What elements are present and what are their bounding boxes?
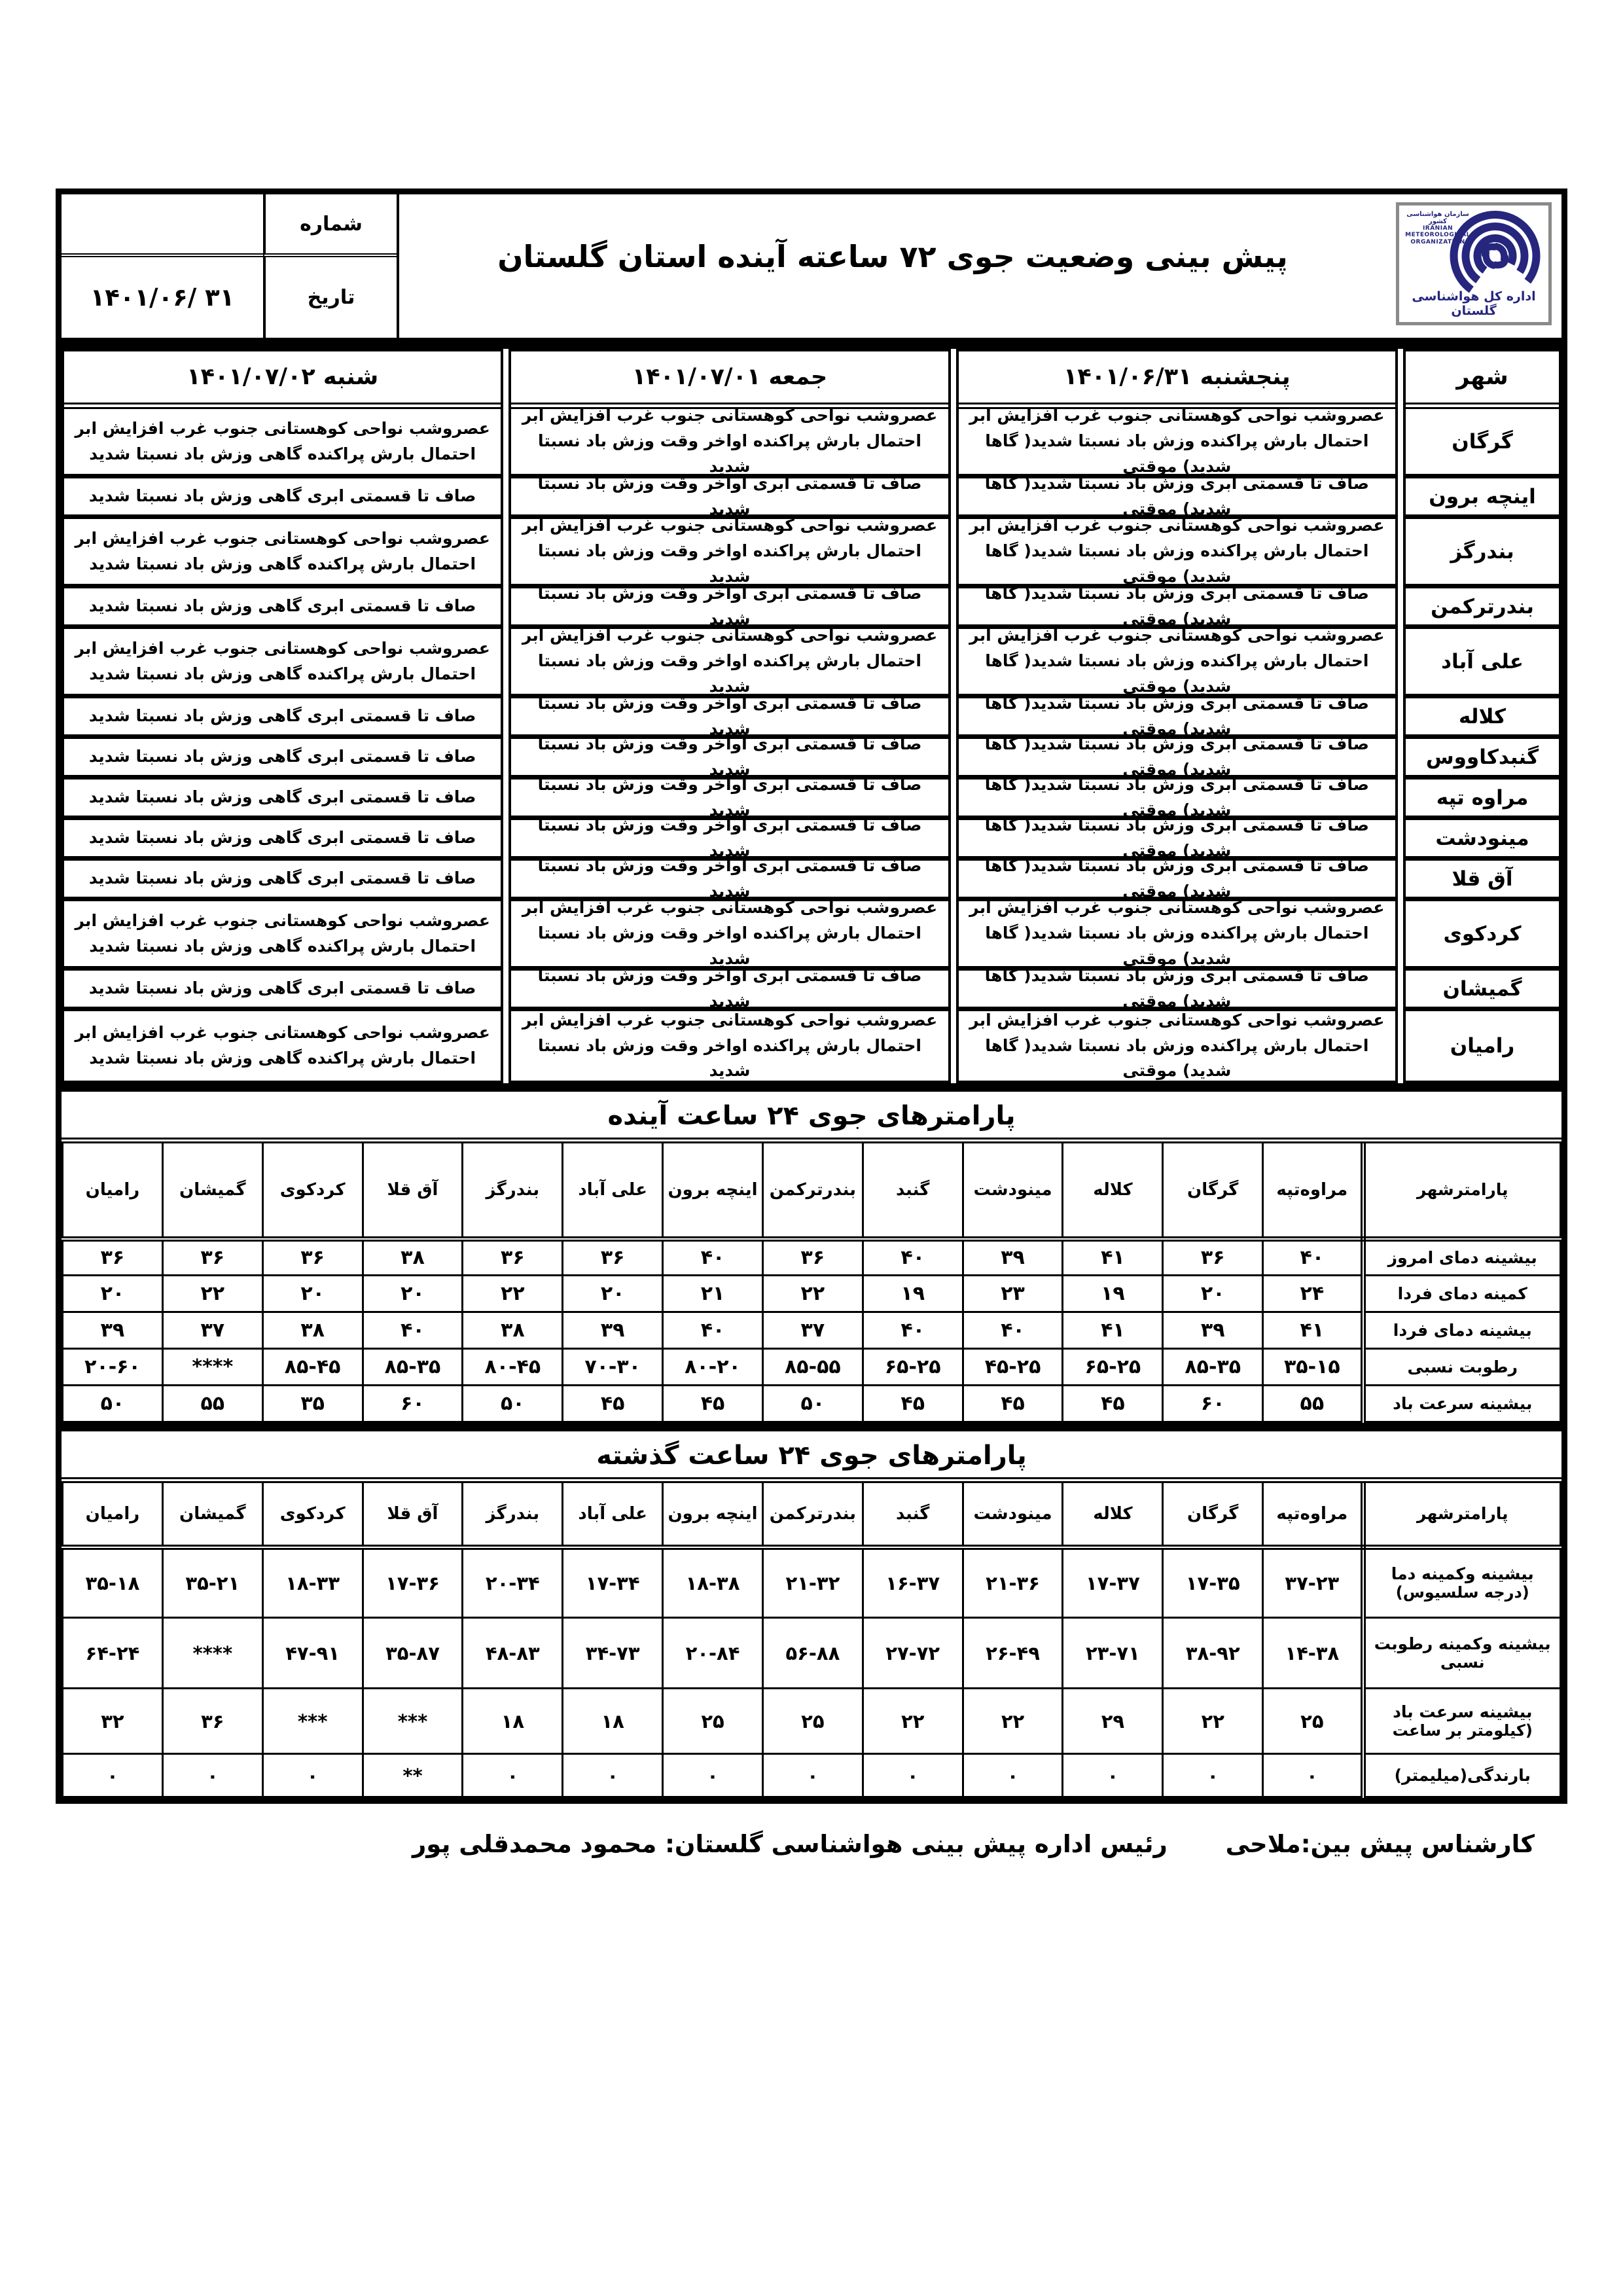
value-cell: ۰ (1063, 1754, 1163, 1797)
value-cell: ۱۴-۳۸ (1263, 1618, 1363, 1689)
city-name: رامیان (1450, 1034, 1515, 1058)
value-cell: ۸۰-۲۰ (663, 1349, 763, 1386)
table-row (63, 1276, 1561, 1312)
value-cell: ۵۵ (162, 1386, 262, 1422)
forecast-cell: عصروشب نواحی کوهستانی جنوب غرب افزایش ابر احتمال بارش پراکنده وزش باد نسبتا شدید( گاها شدید) موقتی (959, 519, 1395, 588)
column-header: آق قلا (363, 1480, 463, 1547)
value-cell: ۲۰ (63, 1276, 163, 1312)
column-header: اینچه برون (663, 1480, 763, 1547)
value-cell: ۴۰ (363, 1312, 463, 1349)
forecaster-signature: کارشناس پیش بین:ملاحی (1225, 1830, 1535, 1858)
value-cell: ۳۶ (463, 1239, 563, 1276)
value-cell: ** (363, 1754, 463, 1797)
column-header: گنبد (863, 1480, 963, 1547)
row-label: کمینه دمای فردا (1363, 1276, 1561, 1312)
value-cell: ۱۷-۳۷ (1063, 1547, 1163, 1618)
value-cell: ۲۲ (963, 1689, 1063, 1754)
column-header: رامیان (63, 1480, 163, 1547)
value-cell: ۴۰ (1263, 1239, 1363, 1276)
value-cell: ۲۰-۸۴ (663, 1618, 763, 1689)
value-cell: ۳۹ (963, 1239, 1063, 1276)
value-cell: ۴۰ (863, 1239, 963, 1276)
value-cell: ۲۰-۳۴ (463, 1547, 563, 1618)
city-name: آق قلا (1406, 861, 1559, 901)
value-cell: ۲۶-۴۹ (963, 1618, 1063, 1689)
forecast-cell: عصروشب نواحی کوهستانی جنوب غرب افزایش ابر احتمال بارش پراکنده گاهی وزش باد نسبتا شدید (64, 901, 501, 971)
forecast-table (62, 341, 1561, 1083)
number-date-block (62, 194, 399, 338)
forecast-cell: صاف تا قسمتی ابری وزش باد نسبتا شدید( گاها شدید) موقتی (959, 780, 1395, 820)
column-header: رامیان (63, 1141, 163, 1239)
table-row (63, 1386, 1561, 1422)
value-cell: ۳۸ (262, 1312, 363, 1349)
value-cell: ۲۲ (1163, 1689, 1263, 1754)
forecast-cell: عصروشب نواحی کوهستانی جنوب غرب افزایش ابر احتمال بارش پراکنده وزش باد نسبتا شدید( گاها شدید) موقتی (959, 901, 1395, 971)
value-cell: ۱۷-۳۶ (363, 1547, 463, 1618)
column-header: مراوه‌تپه (1263, 1141, 1363, 1239)
value-cell: ۳۸ (363, 1239, 463, 1276)
row-label: بیشینه دمای فردا (1363, 1312, 1561, 1349)
value-cell: ۲۲ (863, 1689, 963, 1754)
value-cell: ۳۵-۱۸ (63, 1547, 163, 1618)
value-cell: ۶۰ (363, 1386, 463, 1422)
forecast-cell: صاف تا قسمتی ابری گاهی وزش باد نسبتا شدید (64, 698, 501, 739)
value-cell: ۳۵-۱۵ (1263, 1349, 1363, 1386)
value-cell: **** (162, 1349, 262, 1386)
table-row (63, 1239, 1561, 1276)
column-header: کلاله (1063, 1480, 1163, 1547)
row-label-line1: بیشینه وکمینه رطوبت (1374, 1634, 1551, 1653)
forecast-cell: عصروشب نواحی کوهستانی جنوب غرب افزایش ابر احتمال بارش پراکنده اواخر وقت وزش باد نسبتا شدید (511, 629, 948, 698)
city-name: کردکوی (1406, 901, 1559, 971)
value-cell: ۵۰ (63, 1386, 163, 1422)
city-name: بندرترکمن (1406, 588, 1559, 629)
thursday-header: پنجشنبه ۱۴۰۱/۰۶/۳۱ (959, 351, 1395, 409)
value-cell: ۰ (262, 1754, 363, 1797)
value-cell: ۰ (1163, 1754, 1263, 1797)
friday-column (508, 349, 950, 1083)
value-cell: ۲۱ (663, 1276, 763, 1312)
future-params-table (62, 1138, 1561, 1423)
document-frame (56, 188, 1567, 1804)
logo-area (1386, 194, 1561, 338)
value-cell: ۲۰ (262, 1276, 363, 1312)
friday-header: جمعه ۱۴۰۱/۰۷/۰۱ (511, 351, 948, 409)
value-cell: ۳۹ (563, 1312, 663, 1349)
value-cell: ۲۰-۶۰ (63, 1349, 163, 1386)
value-cell: ۳۶ (162, 1239, 262, 1276)
city-name: گنبدکاووس (1406, 739, 1559, 780)
column-header: کردکوی (262, 1141, 363, 1239)
value-cell: ۱۹ (1063, 1276, 1163, 1312)
value-cell: ۳۶ (262, 1239, 363, 1276)
column-header: بندرترکمن (762, 1141, 863, 1239)
city-column-header: شهر (1406, 351, 1559, 409)
value-cell: ۳۷ (162, 1312, 262, 1349)
forecast-cell: صاف تا قسمتی ابری گاهی وزش باد نسبتا شدید (64, 820, 501, 861)
forecast-cell: صاف تا قسمتی ابری وزش باد نسبتا شدید( گاها شدید) موقتی (959, 739, 1395, 780)
row-label-line2: (کیلومتر بر ساعت (1392, 1721, 1533, 1740)
value-cell: ۲۹ (1063, 1689, 1163, 1754)
value-cell: ۲۰ (563, 1276, 663, 1312)
value-cell: ۵۰ (463, 1386, 563, 1422)
value-cell: ۲۱-۳۲ (762, 1547, 863, 1618)
forecast-cell: صاف تا قسمتی ابری اواخر وقت وزش باد نسبتا شدید (511, 971, 948, 1011)
row-label-line2: نسبی (1440, 1653, 1485, 1672)
forecast-cell: صاف تا قسمتی ابری اواخر وقت وزش باد نسبتا شدید (511, 478, 948, 519)
value-cell: ۰ (563, 1754, 663, 1797)
table-row (63, 1754, 1561, 1797)
logo-en-line2: METEOROLOGICAL (1405, 232, 1471, 239)
value-cell: ۱۷-۳۴ (563, 1547, 663, 1618)
thursday-column (956, 349, 1398, 1083)
value-cell: ۸۵-۳۵ (363, 1349, 463, 1386)
forecast-cell: صاف تا قسمتی ابری گاهی وزش باد نسبتا شدید (64, 478, 501, 519)
value-cell: *** (262, 1689, 363, 1754)
value-cell: ۶۴-۲۴ (63, 1618, 163, 1689)
value-cell: ۶۵-۲۵ (863, 1349, 963, 1386)
forecast-cell: عصروشب نواحی کوهستانی جنوب غرب افزایش ابر احتمال بارش پراکنده وزش باد نسبتا شدید( گاها شدید) موقتی (969, 1010, 1385, 1081)
column-header: مراوه‌تپه (1263, 1480, 1363, 1547)
value-cell: ۰ (162, 1754, 262, 1797)
value-cell: ۲۵ (663, 1689, 763, 1754)
number-label: شماره (263, 194, 397, 257)
value-cell: ۲۰ (363, 1276, 463, 1312)
city-name: مینودشت (1406, 820, 1559, 861)
value-cell: ۲۱-۳۶ (963, 1547, 1063, 1618)
value-cell: ۳۶ (1163, 1239, 1263, 1276)
value-cell: ۱۶-۳۷ (863, 1547, 963, 1618)
value-cell: ۴۵ (563, 1386, 663, 1422)
value-cell: ۱۷-۳۵ (1163, 1547, 1263, 1618)
forecast-cell: عصروشب نواحی کوهستانی جنوب غرب افزایش ابر احتمال بارش پراکنده گاهی وزش باد نسبتا شدید (75, 1023, 490, 1067)
value-cell: ۳۷-۲۳ (1263, 1547, 1363, 1618)
corner-header: پارامترشهر (1363, 1480, 1561, 1547)
table-row (63, 1312, 1561, 1349)
value-cell: ۰ (663, 1754, 763, 1797)
value-cell: ۲۵ (762, 1689, 863, 1754)
page-title: پیش بینی وضعیت جوی ۷۲ ساعته آینده استان گلستان (497, 238, 1288, 274)
row-label: بیشینه دمای امروز (1363, 1239, 1561, 1276)
value-cell: ۲۷-۷۲ (863, 1618, 963, 1689)
chief-signature: رئیس اداره پیش بینی هواشناسی گلستان: محمود محمدقلی پور (412, 1830, 1168, 1858)
row-label-line2: (درجه سلسیوس) (1395, 1583, 1529, 1602)
value-cell: ۰ (1263, 1754, 1363, 1797)
value-cell: ۲۲ (463, 1276, 563, 1312)
row-label: بیشینه سرعت باد (1363, 1386, 1561, 1422)
row-label (1363, 1618, 1561, 1689)
past-params-table (62, 1477, 1561, 1798)
row-label-line1: بیشینه وکمینه دما (1391, 1564, 1534, 1584)
value-cell: ۳۶ (63, 1239, 163, 1276)
value-cell: ۱۸-۳۳ (262, 1547, 363, 1618)
value-cell: ۸۵-۴۵ (262, 1349, 363, 1386)
value-cell: ۴۵ (663, 1386, 763, 1422)
date-label: تاریخ (263, 257, 397, 338)
value-cell: ۶۰ (1163, 1386, 1263, 1422)
logo-fa-line: سازمان هواشناسی کشور (1406, 211, 1469, 225)
forecast-cell: صاف تا قسمتی ابری اواخر وقت وزش باد نسبتا شدید (511, 861, 948, 901)
value-cell: ۸۵-۳۵ (1163, 1349, 1263, 1386)
city-name: گمیشان (1406, 971, 1559, 1011)
row-label: بارندگی(میلیمتر) (1363, 1754, 1561, 1797)
value-cell: ۳۲ (63, 1689, 163, 1754)
value-cell: ۲۳ (963, 1276, 1063, 1312)
value-cell: ۴۱ (1063, 1239, 1163, 1276)
forecast-cell: صاف تا قسمتی ابری وزش باد نسبتا شدید( گاها شدید) موقتی (959, 478, 1395, 519)
table-row (63, 1547, 1561, 1618)
table-header-row (63, 1141, 1561, 1239)
table-header-row (63, 1480, 1561, 1547)
value-cell: ۴۷-۹۱ (262, 1618, 363, 1689)
value-cell: ۲۴ (1263, 1276, 1363, 1312)
value-cell: ۳۵-۲۱ (162, 1547, 262, 1618)
value-cell: ۰ (863, 1754, 963, 1797)
forecast-cell: عصروشب نواحی کوهستانی جنوب غرب افزایش ابر احتمال بارش پراکنده اواخر وقت وزش باد نسبتا شدید (511, 901, 948, 971)
value-cell: ۰ (63, 1754, 163, 1797)
table-row (63, 1689, 1561, 1754)
value-cell: ۳۹ (1163, 1312, 1263, 1349)
forecast-cell: صاف تا قسمتی ابری اواخر وقت وزش باد نسبتا شدید (511, 780, 948, 820)
value-cell: ۴۰ (663, 1239, 763, 1276)
saturday-header: شنبه ۱۴۰۱/۰۷/۰۲ (64, 351, 501, 409)
city-name: گرگان (1406, 409, 1559, 478)
column-header: بندرگز (463, 1141, 563, 1239)
value-cell: ۵۶-۸۸ (762, 1618, 863, 1689)
forecast-cell: صاف تا قسمتی ابری اواخر وقت وزش باد نسبتا شدید (511, 739, 948, 780)
number-value (62, 194, 263, 257)
value-cell: ۳۶ (162, 1689, 262, 1754)
column-header: کلاله (1063, 1141, 1163, 1239)
column-header: گرگان (1163, 1141, 1263, 1239)
forecast-cell: صاف تا قسمتی ابری وزش باد نسبتا شدید( گاها شدید) موقتی (959, 861, 1395, 901)
value-cell: ۸۵-۵۵ (762, 1349, 863, 1386)
forecast-cell: عصروشب نواحی کوهستانی جنوب غرب افزایش ابر احتمال بارش پراکنده گاهی وزش باد نسبتا شدید (64, 629, 501, 698)
value-cell: ۲۵ (1263, 1689, 1363, 1754)
value-cell: ۳۵ (262, 1386, 363, 1422)
value-cell: ۳۹ (63, 1312, 163, 1349)
row-label (1363, 1689, 1561, 1754)
column-header: گنبد (863, 1141, 963, 1239)
column-header: آق قلا (363, 1141, 463, 1239)
value-cell: ۸۰-۴۵ (463, 1349, 563, 1386)
value-cell: ۴۵-۲۵ (963, 1349, 1063, 1386)
value-cell: ۳۷ (762, 1312, 863, 1349)
value-cell: ۶۵-۲۵ (1063, 1349, 1163, 1386)
column-header: گرگان (1163, 1480, 1263, 1547)
forecast-cell: صاف تا قسمتی ابری اواخر وقت وزش باد نسبتا شدید (511, 698, 948, 739)
value-cell: ۱۸ (463, 1689, 563, 1754)
value-cell: ۳۴-۷۳ (563, 1618, 663, 1689)
forecast-cell: عصروشب نواحی کوهستانی جنوب غرب افزایش ابر احتمال بارش پراکنده وزش باد نسبتا شدید( گاها شدید) موقتی (959, 629, 1395, 698)
forecast-cell: عصروشب نواحی کوهستانی جنوب غرب افزایش ابر احتمال بارش پراکنده گاهی وزش باد نسبتا شدید (64, 409, 501, 478)
column-header: بندرترکمن (762, 1480, 863, 1547)
forecast-cell: صاف تا قسمتی ابری وزش باد نسبتا شدید( گاها شدید) موقتی (959, 971, 1395, 1011)
value-cell: ۰ (463, 1754, 563, 1797)
forecast-cell: صاف تا قسمتی ابری وزش باد نسبتا شدید( گاها شدید) موقتی (959, 820, 1395, 861)
value-cell: ۳۸ (463, 1312, 563, 1349)
city-name: اینچه برون (1406, 478, 1559, 519)
date-value: ۱۴۰۱/۰۶/ ۳۱ (90, 283, 235, 312)
forecast-cell: عصروشب نواحی کوهستانی جنوب غرب افزایش ابر احتمال بارش پراکنده اواخر وقت وزش باد نسبتا شدید (511, 519, 948, 588)
logo-text (1399, 211, 1476, 245)
value-cell: ۴۵ (863, 1386, 963, 1422)
value-cell: ۳۶ (563, 1239, 663, 1276)
column-header: بندرگز (463, 1480, 563, 1547)
value-cell: ۲۲ (162, 1276, 262, 1312)
column-header: اینچه برون (663, 1141, 763, 1239)
value-cell: ۴۰ (863, 1312, 963, 1349)
forecast-cell: عصروشب نواحی کوهستانی جنوب غرب افزایش ابر احتمال بارش پراکنده گاهی وزش باد نسبتا شدید (64, 519, 501, 588)
signature-row (56, 1830, 1567, 1889)
value-cell: ۳۶ (762, 1239, 863, 1276)
forecast-cell: صاف تا قسمتی ابری وزش باد نسبتا شدید( گاها شدید) موقتی (959, 588, 1395, 629)
forecast-cell: صاف تا قسمتی ابری گاهی وزش باد نسبتا شدید (64, 588, 501, 629)
forecast-cell: صاف تا قسمتی ابری اواخر وقت وزش باد نسبتا شدید (511, 588, 948, 629)
logo-en-line1: IRANIAN (1422, 225, 1454, 232)
column-header: علی آباد (563, 1480, 663, 1547)
row-label: رطوبت نسبی (1363, 1349, 1561, 1386)
forecast-cell: صاف تا قسمتی ابری اواخر وقت وزش باد نسبتا شدید (511, 820, 948, 861)
value-cell: ۳۸-۹۲ (1163, 1618, 1263, 1689)
forecast-cell: صاف تا قسمتی ابری گاهی وزش باد نسبتا شدید (64, 861, 501, 901)
value-cell: ۲۲ (762, 1276, 863, 1312)
column-header: علی آباد (563, 1141, 663, 1239)
value-cell: ۴۸-۸۳ (463, 1618, 563, 1689)
value-cell: ۵۰ (762, 1386, 863, 1422)
city-name: بندرگز (1406, 519, 1559, 588)
column-header: کردکوی (262, 1480, 363, 1547)
forecast-cell: عصروشب نواحی کوهستانی جنوب غرب افزایش ابر احتمال بارش پراکنده اواخر وقت وزش باد نسبتا شدید (511, 409, 948, 478)
title-area (399, 194, 1386, 338)
value-cell: ۴۵ (1063, 1386, 1163, 1422)
value-cell: ۲۰ (1163, 1276, 1263, 1312)
value-cell: ۳۵-۸۷ (363, 1618, 463, 1689)
forecast-cell: عصروشب نواحی کوهستانی جنوب غرب افزایش ابر احتمال بارش پراکنده وزش باد نسبتا شدید( گاها شدید) موقتی (959, 409, 1395, 478)
corner-header: پارامترشهر (1363, 1141, 1561, 1239)
forecast-cell: صاف تا قسمتی ابری وزش باد نسبتا شدید( گاها شدید) موقتی (959, 698, 1395, 739)
column-header: مینودشت (963, 1480, 1063, 1547)
value-cell: ۰ (963, 1754, 1063, 1797)
value-cell: ۱۸ (563, 1689, 663, 1754)
row-label-line1: بیشینه سرعت باد (1393, 1702, 1533, 1721)
value-cell: ۱۹ (863, 1276, 963, 1312)
logo-en-line3: ORGANIZATION (1410, 238, 1465, 245)
city-column (1403, 349, 1561, 1083)
value-cell: ۴۰ (663, 1312, 763, 1349)
past-params-title: پارامترهای جوی ۲۴ ساعت گذشته (62, 1423, 1561, 1477)
column-header: مینودشت (963, 1141, 1063, 1239)
future-params-title: پارامترهای جوی ۲۴ ساعت آینده (62, 1083, 1561, 1138)
meteorological-organization-logo (1396, 202, 1552, 325)
city-name: علی آباد (1406, 629, 1559, 698)
value-cell: ۲۳-۷۱ (1063, 1618, 1163, 1689)
row-label (1363, 1547, 1561, 1618)
forecast-cell: عصروشب نواحی کوهستانی جنوب غرب افزایش ابر احتمال بارش پراکنده اواخر وقت وزش باد نسبتا شدید (522, 1010, 938, 1081)
value-cell: ۷۰-۳۰ (563, 1349, 663, 1386)
saturday-column (62, 349, 503, 1083)
value-cell: ۴۵ (963, 1386, 1063, 1422)
city-name: مراوه تپه (1406, 780, 1559, 820)
value-cell: **** (162, 1618, 262, 1689)
table-row (63, 1618, 1561, 1689)
column-header: گمیشان (162, 1141, 262, 1239)
column-header: گمیشان (162, 1480, 262, 1547)
city-name: کلاله (1406, 698, 1559, 739)
value-cell: ۱۸-۳۸ (663, 1547, 763, 1618)
forecast-cell: صاف تا قسمتی ابری گاهی وزش باد نسبتا شدید (64, 739, 501, 780)
logo-caption: اداره کل هواشناسی گلستان (1412, 289, 1536, 318)
value-cell: ۰ (762, 1754, 863, 1797)
value-cell: ۴۱ (1263, 1312, 1363, 1349)
table-row (63, 1349, 1561, 1386)
forecast-cell: صاف تا قسمتی ابری گاهی وزش باد نسبتا شدید (64, 971, 501, 1011)
document-header (62, 194, 1561, 341)
value-cell: *** (363, 1689, 463, 1754)
value-cell: ۵۵ (1263, 1386, 1363, 1422)
value-cell: ۴۱ (1063, 1312, 1163, 1349)
forecast-cell: صاف تا قسمتی ابری گاهی وزش باد نسبتا شدید (64, 780, 501, 820)
value-cell: ۴۰ (963, 1312, 1063, 1349)
